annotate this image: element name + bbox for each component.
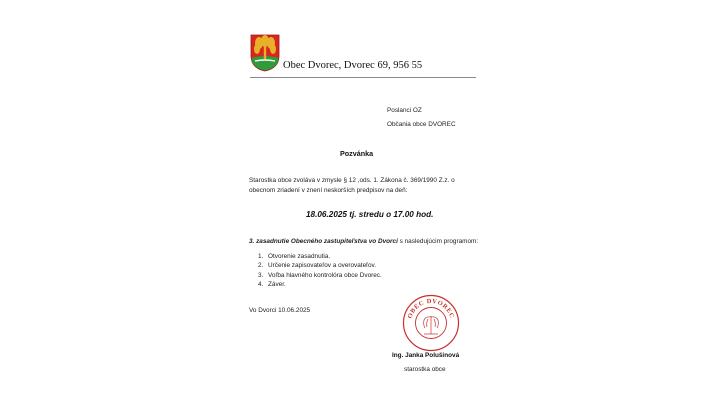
agenda-item-text: Určenie zapisovateľov a overovateľov.: [268, 262, 377, 270]
agenda-item-number: 2.: [258, 262, 264, 270]
municipal-crest-icon: [250, 34, 280, 72]
session-name: 3. zasadnutie Obecného zastupiteľstva vo Dvorci: [249, 238, 398, 245]
agenda-item-text: Záver.: [268, 281, 286, 289]
agenda-item: [258, 271, 382, 280]
recipient-line-1: Poslanci OZ: [387, 107, 422, 114]
seal-text: OBEC DVOREC: [406, 297, 456, 320]
signer-name: Ing. Janka Polušinová: [392, 352, 460, 359]
agenda-item: [258, 280, 382, 289]
meeting-datetime: 18.06.2025 tj. stredu o 17.00 hod.: [306, 210, 434, 219]
header-divider: [250, 77, 476, 78]
agenda-list: [258, 252, 382, 290]
agenda-item: [258, 261, 382, 270]
intro-paragraph: Starostka obce zvoláva v zmysle § 12 ,ods. 1. Zákona č. 369/1990 Z.z. o obecnom zriadení v znení neskorších predpisov na deň:: [249, 177, 455, 194]
agenda-item-text: Otvorenie zasadnutia.: [268, 253, 331, 260]
signer-role: starostka obce: [404, 366, 446, 373]
agenda-item-number: 1.: [258, 253, 264, 260]
session-line: [249, 237, 478, 247]
place-and-date: Vo Dvorci 10.06.2025: [249, 307, 311, 314]
official-seal-icon: [402, 294, 460, 352]
agenda-item-number: 3.: [258, 271, 264, 279]
session-rest: s nasledujúcim programom:: [397, 238, 479, 245]
agenda-item-number: 4.: [258, 281, 264, 289]
agenda-item-text: Voľba hlavného kontrolóra obce Dvorec.: [268, 271, 382, 279]
document-title: Pozvánka: [340, 149, 374, 158]
agenda-item: [258, 252, 382, 261]
recipient-line-2: Občania obce DVOREC: [387, 121, 456, 128]
municipality-heading: Obec Dvorec, Dvorec 69, 956 55: [283, 60, 423, 71]
